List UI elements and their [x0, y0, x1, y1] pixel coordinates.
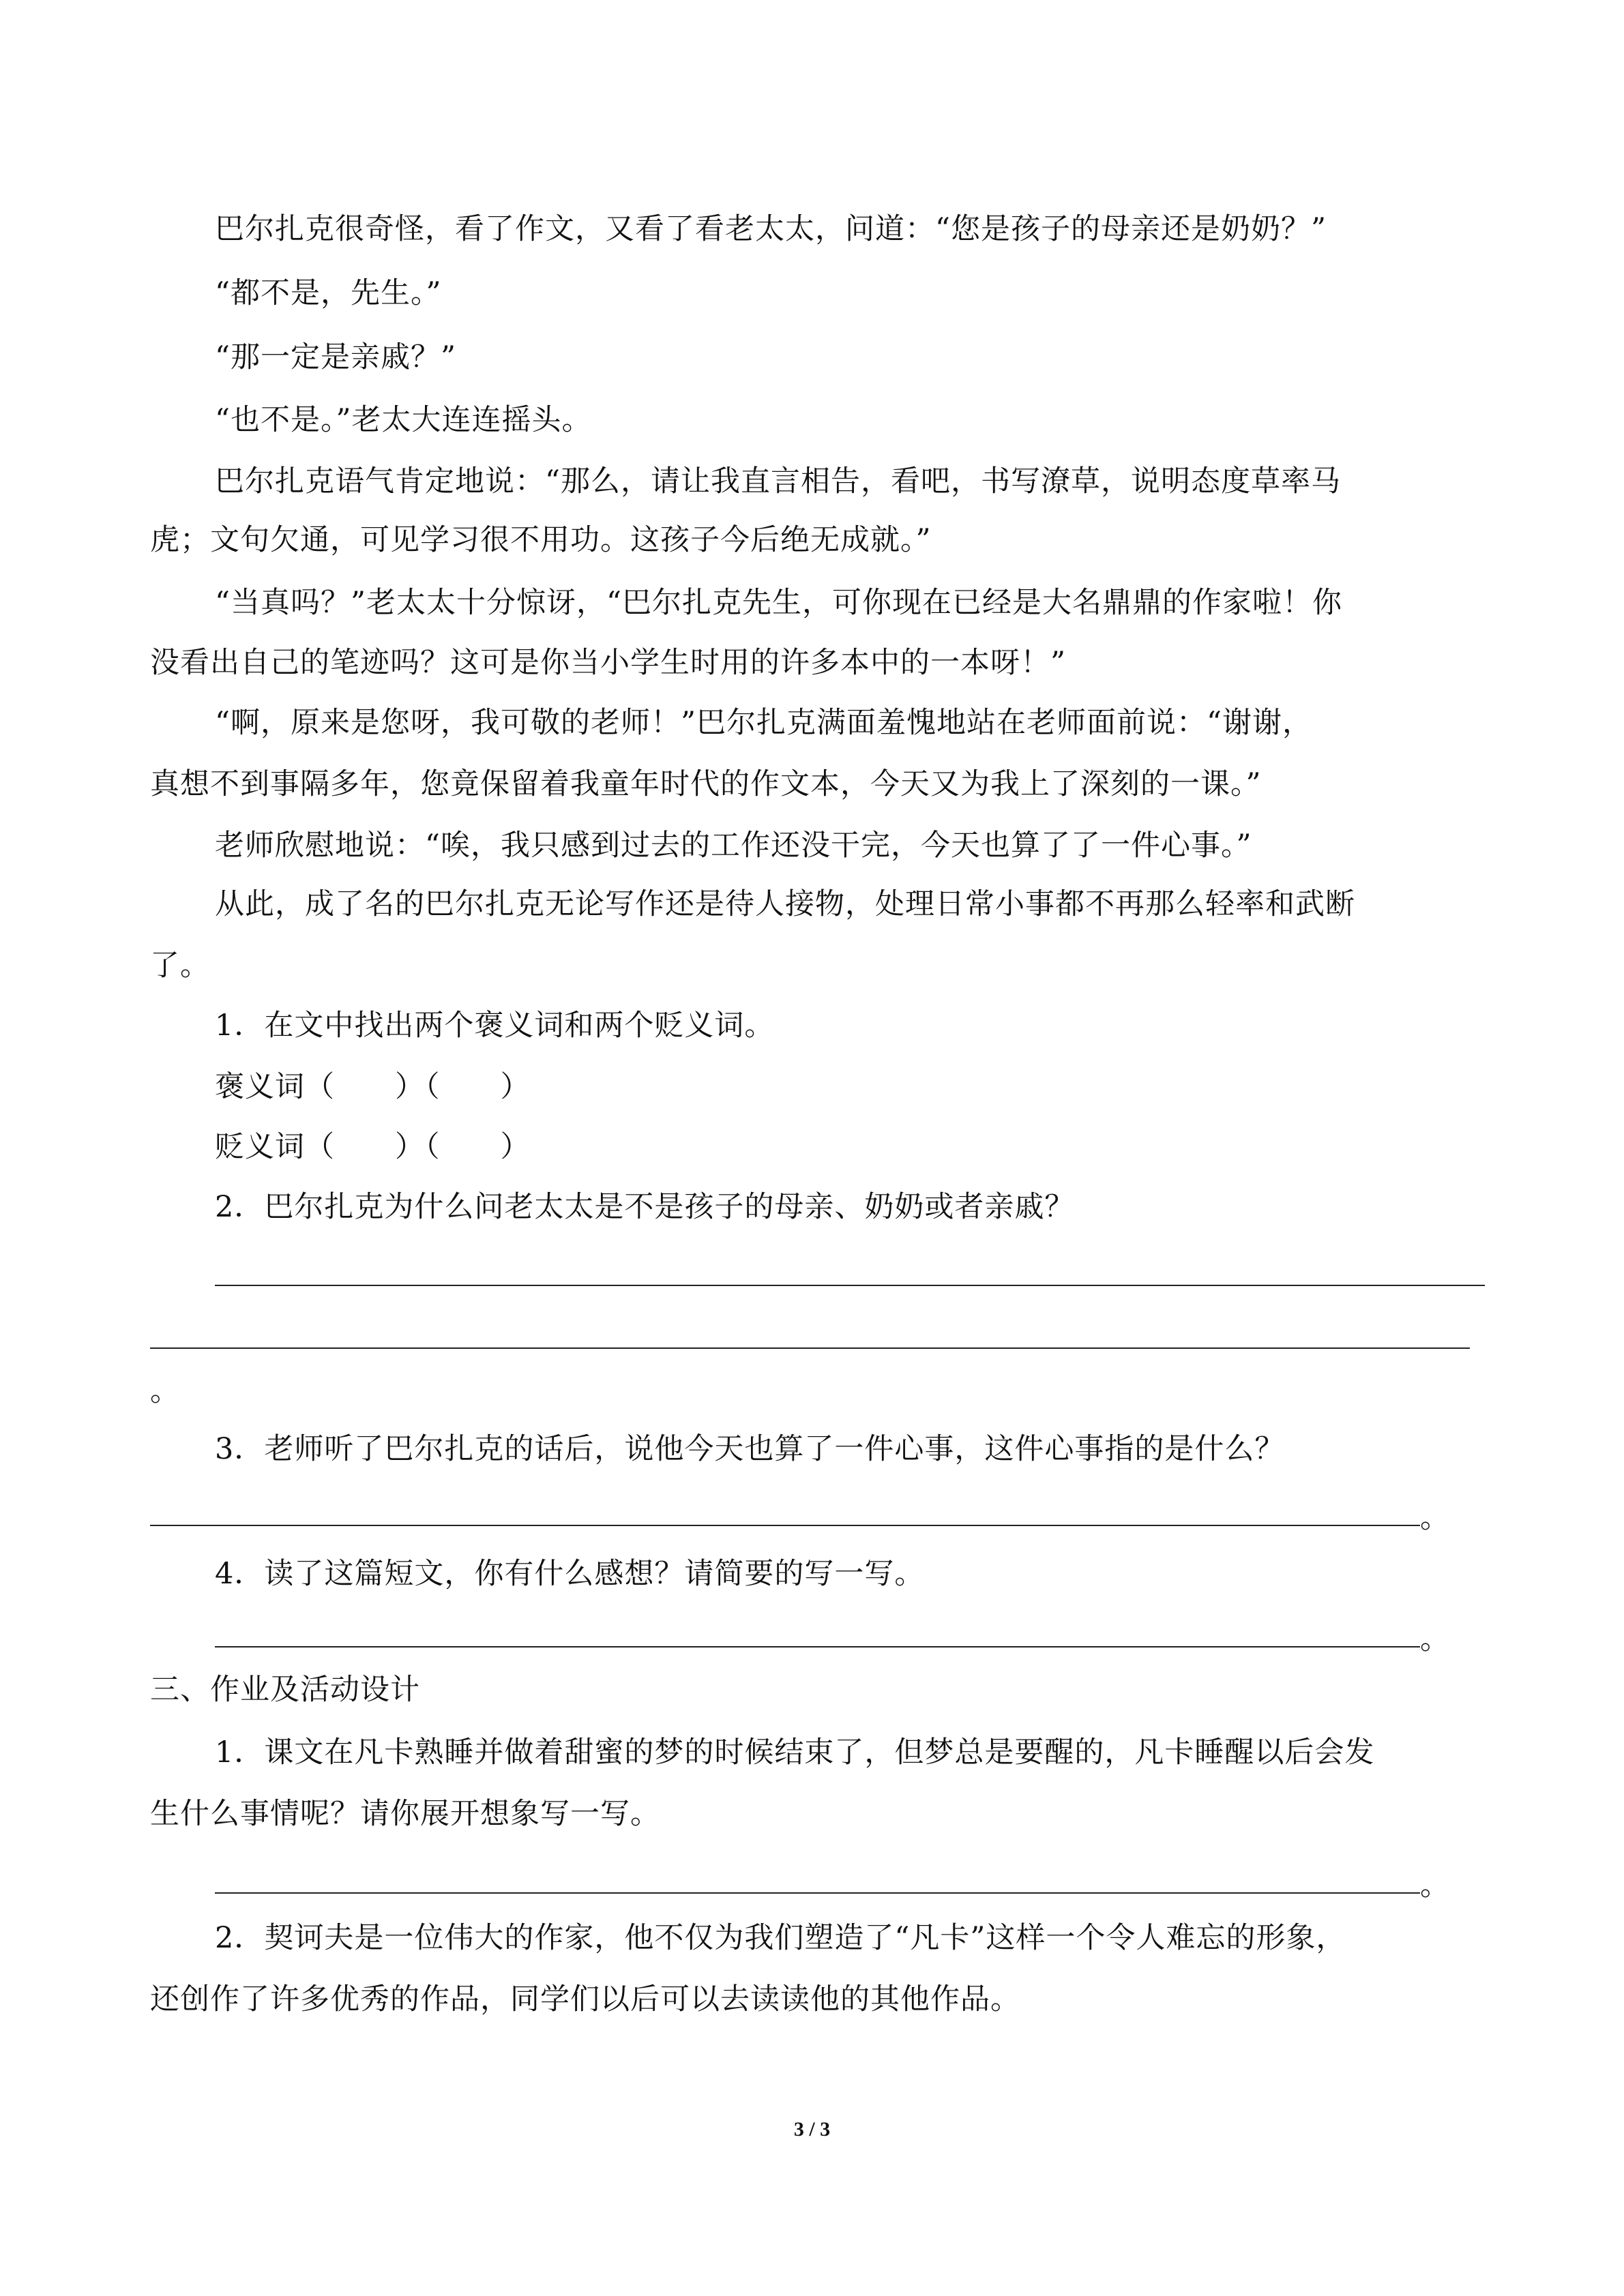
question-2: 2．巴尔扎克为什么问老太太是不是孩子的母亲、奶奶或者亲戚？: [215, 1190, 1075, 1224]
activity-2: 2．契诃夫是一位伟大的作家，他不仅为我们塑造了“凡卡”这样一个令人难忘的形象，: [215, 1921, 1346, 1955]
answer-line-q2-a[interactable]: [215, 1285, 1485, 1286]
story-line: “也不是。”老太大连连摇头。: [215, 403, 592, 437]
story-line: “当真吗？”老太太十分惊讶，“巴尔扎克先生，可你现在已经是大名鼎鼎的作家啦！你: [215, 586, 1342, 620]
story-line: 从此，成了名的巴尔扎克无论写作还是待人接物，处理日常小事都不再那么轻率和武断: [215, 887, 1355, 921]
answer-line-q3[interactable]: [150, 1525, 1420, 1526]
story-line: 巴尔扎克语气肯定地说：“那么，请让我直言相告，看吧，书写潦草，说明态度草率马: [215, 464, 1341, 498]
activity-2: 还创作了许多优秀的作品，同学们以后可以去读读他的其他作品。: [150, 1982, 1020, 2016]
story-line: “都不是，先生。”: [215, 276, 442, 310]
answer-line-q4[interactable]: [215, 1646, 1420, 1648]
positive-words-blanks[interactable]: 褒义词（ ）（ ）: [215, 1070, 531, 1104]
answer-line-q2-b[interactable]: [150, 1347, 1470, 1349]
activity-1: 生什么事情呢？请你展开想象写一写。: [150, 1797, 660, 1831]
answer-end-period: 。: [1420, 1622, 1449, 1656]
question-4: 4．读了这篇短文，你有什么感想？请简要的写一写。: [215, 1557, 925, 1591]
story-line: 真想不到事隔多年，您竟保留着我童年时代的作文本，今天又为我上了深刻的一课。”: [150, 767, 1262, 801]
story-line: 虎；文句欠通，可见学习很不用功。这孩子今后绝无成就。”: [150, 523, 932, 557]
answer-end-period: 。: [1420, 1868, 1449, 1903]
story-line: “那一定是亲戚？”: [215, 340, 456, 374]
page-number: 3 / 3: [793, 2118, 831, 2141]
question-1: 1．在文中找出两个褒义词和两个贬义词。: [215, 1009, 775, 1043]
answer-line-activity-1[interactable]: [215, 1892, 1420, 1894]
story-line: 没看出自己的笔迹吗？这可是你当小学生时用的许多本中的一本呀！”: [150, 646, 1066, 680]
section-3-heading: 三、作业及活动设计: [150, 1673, 420, 1707]
story-line: 巴尔扎克很奇怪，看了作文，又看了看老太太，问道：“您是孩子的母亲还是奶奶？”: [215, 212, 1327, 246]
answer-end-period: 。: [150, 1374, 179, 1408]
negative-words-blanks[interactable]: 贬义词（ ）（ ）: [215, 1130, 531, 1164]
activity-1: 1．课文在凡卡熟睡并做着甜蜜的梦的时候结束了，但梦总是要醒的，凡卡睡醒以后会发: [215, 1735, 1375, 1770]
question-3: 3．老师听了巴尔扎克的话后，说他今天也算了一件心事，这件心事指的是什么？: [215, 1432, 1285, 1466]
story-line: 了。: [150, 949, 210, 983]
story-line: “啊，原来是您呀，我可敬的老师！”巴尔扎克满面羞愧地站在老师面前说：“谢谢，: [215, 706, 1312, 740]
answer-end-period: 。: [1420, 1501, 1449, 1535]
story-line: 老师欣慰地说：“唉，我只感到过去的工作还没干完，今天也算了了一件心事。”: [215, 829, 1252, 863]
